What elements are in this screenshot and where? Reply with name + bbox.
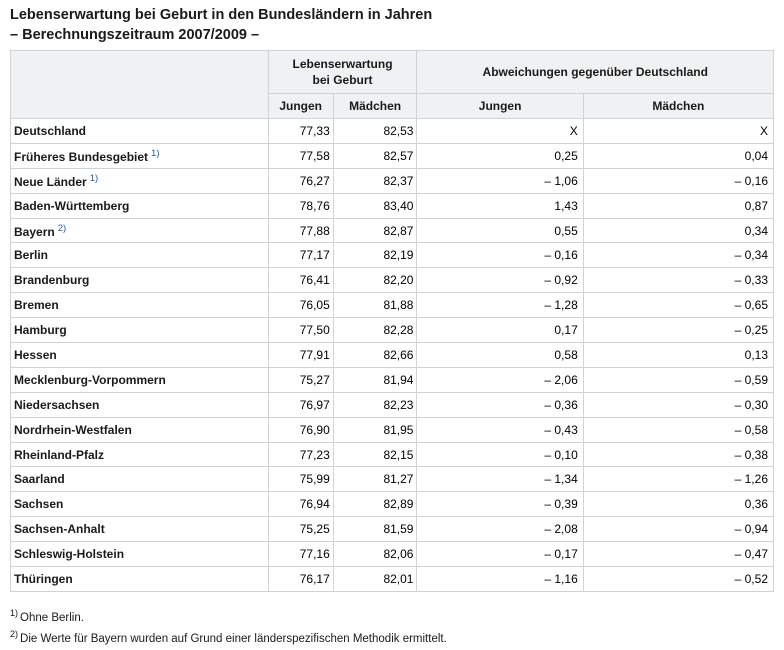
header-corner (11, 51, 269, 119)
life-expectancy-table (10, 50, 774, 592)
footnote-link[interactable]: 1) (151, 147, 160, 159)
table-row (11, 243, 774, 268)
dev-boys-cell: – 0,92 (417, 268, 583, 293)
state-name: Thüringen (14, 571, 73, 586)
table-row (11, 392, 774, 417)
dev-boys-cell: – 1,06 (417, 168, 583, 193)
dev-girls-cell: – 0,59 (583, 367, 773, 392)
dev-girls-cell: 0,13 (583, 343, 773, 368)
table-row (11, 492, 774, 517)
state-name: Hessen (14, 347, 57, 362)
state-name: Niedersachsen (14, 397, 100, 412)
dev-girls-cell: – 0,25 (583, 318, 773, 343)
row-label (11, 517, 269, 542)
life-boys-cell: 77,17 (268, 243, 333, 268)
dev-girls-cell: – 0,52 (583, 567, 773, 592)
table-row (11, 193, 774, 218)
row-label (11, 392, 269, 417)
dev-boys-cell: – 1,34 (417, 467, 583, 492)
dev-girls-cell: – 0,34 (583, 243, 773, 268)
life-girls-cell: 82,89 (333, 492, 417, 517)
life-boys-cell: 75,99 (268, 467, 333, 492)
header-boys: Jungen (268, 94, 333, 119)
life-girls-cell: 82,28 (333, 318, 417, 343)
dev-girls-cell: – 0,65 (583, 293, 773, 318)
dev-boys-cell: – 1,28 (417, 293, 583, 318)
table-row (11, 367, 774, 392)
row-label (11, 268, 269, 293)
footnote-1-text: Ohne Berlin. (20, 612, 84, 624)
dev-boys-cell: – 2,06 (417, 367, 583, 392)
life-boys-cell: 77,23 (268, 442, 333, 467)
state-name: Mecklenburg-Vorpommern (14, 372, 166, 387)
dev-boys-cell: X (417, 119, 583, 144)
table-row (11, 542, 774, 567)
life-girls-cell: 82,53 (333, 119, 417, 144)
row-label (11, 417, 269, 442)
dev-girls-cell: – 1,26 (583, 467, 773, 492)
life-boys-cell: 78,76 (268, 193, 333, 218)
title-line-2: – Berechnungszeitraum 2007/2009 – (10, 27, 260, 43)
row-label (11, 168, 269, 193)
life-boys-cell: 76,90 (268, 417, 333, 442)
dev-girls-cell: 0,34 (583, 218, 773, 243)
dev-boys-cell: – 0,36 (417, 392, 583, 417)
dev-girls-cell: – 0,58 (583, 417, 773, 442)
state-name: Berlin (14, 248, 49, 263)
life-girls-cell: 82,87 (333, 218, 417, 243)
life-girls-cell: 81,88 (333, 293, 417, 318)
table-row (11, 168, 774, 193)
life-girls-cell: 82,06 (333, 542, 417, 567)
row-label (11, 143, 269, 168)
life-girls-cell: 81,94 (333, 367, 417, 392)
life-boys-cell: 77,16 (268, 542, 333, 567)
footnote-link[interactable]: 2) (57, 222, 67, 234)
table-title (10, 5, 432, 45)
dev-boys-cell: – 0,17 (417, 542, 583, 567)
state-name: Hamburg (14, 323, 67, 338)
state-name: Baden-Württemberg (14, 198, 130, 213)
footnote-1-mark: 1) (10, 608, 19, 618)
state-name: Deutschland (14, 123, 87, 138)
dev-girls-cell: 0,87 (583, 193, 773, 218)
table-body (11, 119, 774, 592)
life-boys-cell: 75,27 (268, 367, 333, 392)
row-label (11, 542, 269, 567)
footnote-link[interactable]: 1) (89, 172, 99, 184)
state-name: Nordrhein-Westfalen (14, 422, 132, 437)
life-boys-cell: 77,88 (268, 218, 333, 243)
dev-girls-cell: 0,36 (583, 492, 773, 517)
header-deviations: Abweichungen gegenüber Deutschland (417, 51, 774, 94)
dev-girls-cell: 0,04 (583, 143, 773, 168)
table-row (11, 442, 774, 467)
dev-boys-cell: – 2,08 (417, 517, 583, 542)
life-girls-cell: 82,37 (333, 168, 417, 193)
state-name: Sachsen (14, 497, 64, 512)
table-row (11, 467, 774, 492)
header-life-line-2: bei Geburt (312, 73, 373, 87)
dev-girls-cell: – 0,94 (583, 517, 773, 542)
dev-girls-cell: – 0,33 (583, 268, 773, 293)
life-boys-cell: 76,41 (268, 268, 333, 293)
life-boys-cell: 76,94 (268, 492, 333, 517)
row-label (11, 243, 269, 268)
table-row (11, 567, 774, 592)
life-girls-cell: 82,66 (333, 343, 417, 368)
life-girls-cell: 81,59 (333, 517, 417, 542)
dev-girls-cell: – 0,38 (583, 442, 773, 467)
footnote-1 (10, 603, 447, 624)
table-row (11, 318, 774, 343)
state-name: Brandenburg (14, 273, 90, 288)
life-boys-cell: 77,33 (268, 119, 333, 144)
table-row (11, 343, 774, 368)
row-label (11, 318, 269, 343)
footnote-2-text: Die Werte für Bayern wurden auf Grund einer länderspezifischen Methodik ermittelt. (20, 633, 447, 645)
dev-girls-cell: X (583, 119, 773, 144)
dev-boys-cell: 0,55 (417, 218, 583, 243)
life-girls-cell: 82,23 (333, 392, 417, 417)
table-row (11, 517, 774, 542)
state-name: Schleswig-Holstein (14, 547, 125, 562)
dev-girls-cell: – 0,16 (583, 168, 773, 193)
dev-girls-cell: – 0,30 (583, 392, 773, 417)
row-label (11, 567, 269, 592)
row-label (11, 492, 269, 517)
dev-boys-cell: – 0,39 (417, 492, 583, 517)
life-boys-cell: 77,50 (268, 318, 333, 343)
life-boys-cell: 76,97 (268, 392, 333, 417)
life-girls-cell: 82,57 (333, 143, 417, 168)
state-name: Neue Länder (14, 174, 87, 189)
state-name: Bremen (14, 298, 59, 313)
life-boys-cell: 76,17 (268, 567, 333, 592)
life-girls-cell: 81,27 (333, 467, 417, 492)
dev-girls-cell: – 0,47 (583, 542, 773, 567)
dev-boys-cell: 0,58 (417, 343, 583, 368)
table-row (11, 293, 774, 318)
table-row (11, 119, 774, 144)
state-name: Bayern (14, 224, 55, 239)
life-girls-cell: 82,20 (333, 268, 417, 293)
footnote-2-mark: 2) (10, 629, 19, 639)
title-line-1: Lebenserwartung bei Geburt in den Bundesländern in Jahren (10, 7, 433, 23)
life-boys-cell: 76,27 (268, 168, 333, 193)
row-label (11, 442, 269, 467)
row-label (11, 343, 269, 368)
header-dev-boys: Jungen (417, 94, 583, 119)
life-girls-cell: 82,19 (333, 243, 417, 268)
dev-boys-cell: – 0,10 (417, 442, 583, 467)
row-label (11, 367, 269, 392)
life-boys-cell: 76,05 (268, 293, 333, 318)
row-label (11, 119, 269, 144)
table-row (11, 268, 774, 293)
life-girls-cell: 82,15 (333, 442, 417, 467)
dev-boys-cell: – 1,16 (417, 567, 583, 592)
header-girls: Mädchen (333, 94, 417, 119)
row-label (11, 293, 269, 318)
table-row (11, 143, 774, 168)
header-life-expectancy (268, 51, 417, 94)
table-row (11, 417, 774, 442)
state-name: Früheres Bundesgebiet (14, 149, 149, 164)
life-girls-cell: 82,01 (333, 567, 417, 592)
state-name: Saarland (14, 472, 65, 487)
dev-boys-cell: – 0,16 (417, 243, 583, 268)
dev-boys-cell: 0,17 (417, 318, 583, 343)
state-name: Sachsen-Anhalt (14, 522, 105, 537)
dev-boys-cell: 1,43 (417, 193, 583, 218)
header-dev-girls: Mädchen (583, 94, 773, 119)
header-life-line-1: Lebenserwartung (292, 57, 393, 71)
table-row (11, 218, 774, 243)
state-name: Rheinland-Pfalz (14, 447, 105, 462)
dev-boys-cell: 0,25 (417, 143, 583, 168)
life-boys-cell: 77,58 (268, 143, 333, 168)
life-boys-cell: 77,91 (268, 343, 333, 368)
life-boys-cell: 75,25 (268, 517, 333, 542)
dev-boys-cell: – 0,43 (417, 417, 583, 442)
footnote-2 (10, 624, 447, 645)
life-girls-cell: 83,40 (333, 193, 417, 218)
row-label (11, 218, 269, 243)
life-girls-cell: 81,95 (333, 417, 417, 442)
footnotes (10, 603, 447, 645)
row-label (11, 193, 269, 218)
row-label (11, 467, 269, 492)
